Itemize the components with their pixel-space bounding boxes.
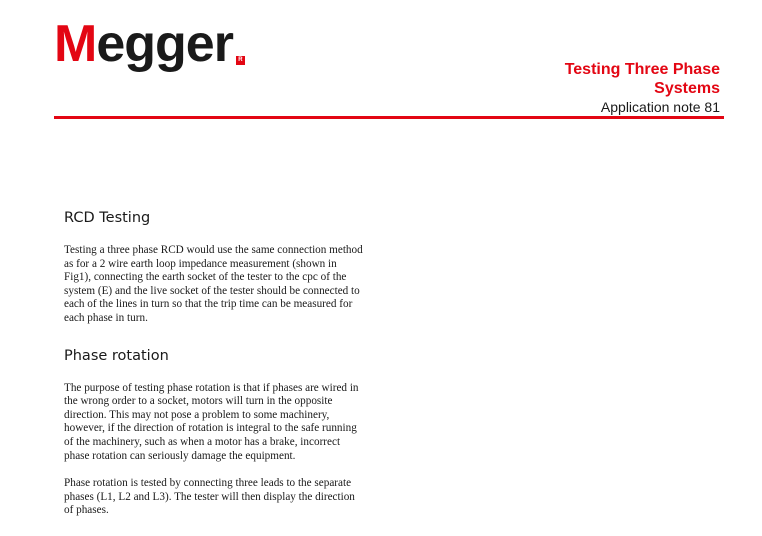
phase-rotation-paragraph-2: Phase rotation is tested by connecting three leads to the separate phases (L1, L2 and L3). The tester will then display the direction of phases.	[64, 477, 355, 517]
section-heading-phase-rotation: Phase rotation	[64, 347, 169, 364]
section-heading-rcd-testing: RCD Testing	[64, 210, 151, 226]
logo-letter-m: M	[54, 15, 97, 73]
logo-letters: egger	[96, 15, 233, 73]
document-title-line-1: Testing Three Phase	[564, 61, 720, 78]
registered-mark-icon: R	[236, 56, 245, 65]
header-divider	[54, 116, 724, 119]
document-body	[64, 208, 364, 518]
document-header	[565, 60, 720, 116]
rcd-testing-paragraph: Testing a three phase RCD would use the same connection method as for a 2 wire earth loop impedance measurement (shown in Fig1), connecting the earth socket of the tester to the cpc of the system (E) and the live socket of the tester should be connected to each of the lines in turn so that the trip time can be measured for each phase in turn.	[64, 244, 363, 324]
megger-logo	[54, 14, 245, 74]
logo-wordmark	[54, 14, 233, 74]
phase-rotation-paragraph-1: The purpose of testing phase rotation is that if phases are wired in the wrong order to a socket, motors will turn in the opposite direction. This may not pose a problem to some machinery, however, if the direction of rotation is integral to the safe running of the machinery, such as when a motor has a brake, incorrect phase rotation can seriously damage the equipment.	[64, 381, 359, 462]
document-title-line-2: Systems	[654, 80, 720, 97]
application-note-label: Application note 81	[600, 99, 720, 115]
